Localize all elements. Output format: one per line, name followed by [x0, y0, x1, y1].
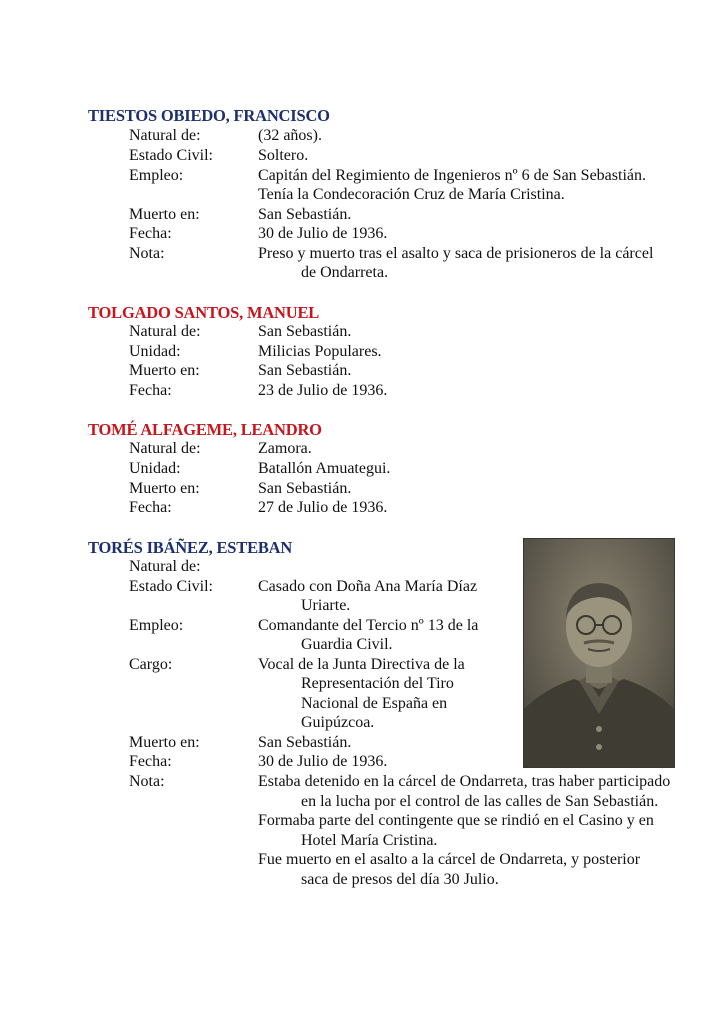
field-value: (32 años). [258, 127, 322, 144]
field-value: Milicias Populares. [258, 343, 382, 360]
field-value: San Sebastián. [258, 362, 352, 379]
field-value: Zamora. [258, 440, 312, 457]
field-value: Soltero. [258, 147, 309, 164]
field-label: Muerto en: [129, 206, 200, 223]
field-label: Muerto en: [129, 480, 200, 497]
field-value: Capitán del Regimiento de Ingenieros nº 6 de San Sebastián. [258, 167, 646, 184]
field-value: Fue muerto en el asalto a la cárcel de Ondarreta, y posterior [258, 851, 641, 868]
field-value: Guardia Civil. [301, 636, 393, 653]
field-label: Empleo: [129, 617, 184, 634]
field-value: 27 de Julio de 1936. [258, 499, 388, 516]
field-label: Natural de: [129, 127, 201, 144]
field-label: Fecha: [129, 225, 172, 242]
field-label: Fecha: [129, 753, 172, 770]
portrait-photo [523, 538, 675, 768]
field-label: Unidad: [129, 460, 181, 477]
field-value: 30 de Julio de 1936. [258, 753, 388, 770]
field-label: Natural de: [129, 440, 201, 457]
field-label: Cargo: [129, 656, 173, 673]
field-value: Batallón Amuategui. [258, 460, 391, 477]
field-label: Nota: [129, 773, 165, 790]
field-value: Representación del Tiro [301, 675, 454, 692]
portrait-illustration [524, 539, 674, 767]
field-value: Formaba parte del contingente que se rindió en el Casino y en [258, 812, 654, 829]
entry-name: TORÉS IBÁÑEZ, ESTEBAN [88, 538, 293, 557]
entry-name: TOLGADO SANTOS, MANUEL [88, 303, 320, 322]
field-value: 23 de Julio de 1936. [258, 382, 388, 399]
field-value: San Sebastián. [258, 734, 352, 751]
field-label: Estado Civil: [129, 578, 213, 595]
entry-name: TOMÉ ALFAGEME, LEANDRO [88, 420, 322, 439]
field-value: Uriarte. [301, 597, 351, 614]
field-value: Nacional de España en [301, 695, 448, 712]
field-value: San Sebastián. [258, 206, 352, 223]
field-label: Fecha: [129, 499, 172, 516]
field-label: Fecha: [129, 382, 172, 399]
field-label: Muerto en: [129, 362, 200, 379]
field-value: en la lucha por el control de las calles de San Sebastián. [301, 793, 659, 810]
field-value: Vocal de la Junta Directiva de la [258, 656, 465, 673]
field-value: 30 de Julio de 1936. [258, 225, 388, 242]
field-value: Preso y muerto tras el asalto y saca de prisioneros de la cárcel [258, 245, 654, 262]
field-label: Empleo: [129, 167, 184, 184]
field-value: Estaba detenido en la cárcel de Ondarreta, tras haber participado [258, 773, 671, 790]
field-value: Tenía la Condecoración Cruz de María Cristina. [258, 186, 565, 203]
field-label: Muerto en: [129, 734, 200, 751]
field-label: Nota: [129, 245, 165, 262]
field-value: de Ondarreta. [301, 264, 389, 281]
field-value: San Sebastián. [258, 323, 352, 340]
field-value: San Sebastián. [258, 480, 352, 497]
field-value: Casado con Doña Ana María Díaz [258, 578, 478, 595]
field-label: Unidad: [129, 343, 181, 360]
field-value: Guipúzcoa. [301, 714, 375, 731]
field-value: Hotel María Cristina. [301, 832, 438, 849]
entry-name: TIESTOS OBIEDO, FRANCISCO [88, 106, 330, 125]
field-label: Natural de: [129, 558, 201, 575]
field-value: Comandante del Tercio nº 13 de la [258, 617, 479, 634]
field-label: Estado Civil: [129, 147, 213, 164]
field-value: saca de presos del día 30 Julio. [301, 871, 499, 888]
field-label: Natural de: [129, 323, 201, 340]
